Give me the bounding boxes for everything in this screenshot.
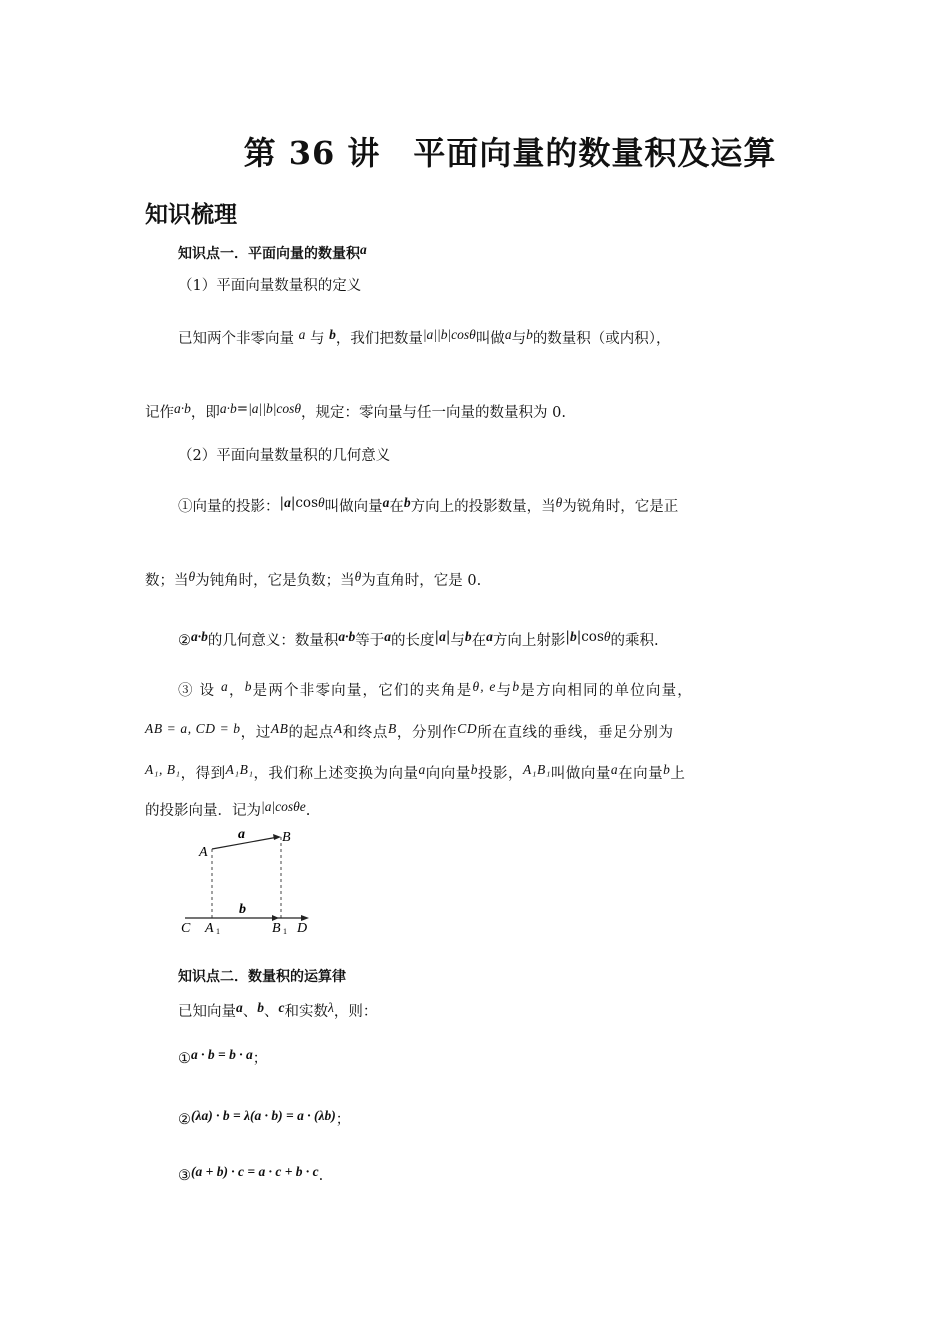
kp1-sub1: （1）平面向量数量积的定义: [178, 278, 362, 294]
label-b: b: [239, 902, 246, 917]
label-A1: A: [205, 921, 214, 936]
label-a: a: [238, 827, 245, 842]
label-B: B: [282, 830, 291, 845]
vector-a-line: [212, 837, 278, 849]
label-C: C: [181, 921, 191, 936]
label-D: D: [297, 921, 308, 936]
kp2-heading: 知识点二．数量积的运算律: [178, 969, 346, 985]
geo-meaning-2: ②a·b的几何意义：数量积a·b等于a的长度|a|与b在a方向上射影|b|cosθ的乘积.: [178, 629, 659, 649]
section-heading: 知识梳理: [145, 201, 237, 228]
projection-figure: [175, 822, 325, 938]
definition-line-1: 已知两个非零向量 a 与 b，我们把数量|a||b|cosθ叫做a与b的数量积（或内积），: [178, 327, 671, 347]
kp1-sub2: （2）平面向量数量积的几何意义: [178, 448, 391, 464]
law-scalar: ②(λa) · b = λ(a · b) = a · (λb)；: [178, 1108, 351, 1128]
definition-line-2: 记作a·b，即a·b=|a||b|cosθ，规定：零向量与任一向量的数量积为 0.: [145, 401, 566, 421]
kp2-intro: 已知向量a、b、c和实数λ，则：: [178, 1000, 378, 1020]
law-distributive: ③(a + b) · c = a · c + b · c.: [178, 1164, 324, 1184]
geo-meaning-3-line-3: A₁, B₁，得到A₁B₁，我们称上述变换为向量a向向量b投影，A₁B₁叫做向量a在向量b上: [145, 762, 686, 782]
page-title: 第 36 讲 平面向量的数量积及运算: [243, 134, 777, 172]
kp1-heading: 知识点一．平面向量的数量积a: [178, 242, 367, 262]
label-B1-subscript: 1: [283, 927, 287, 936]
geo-meaning-3-line-1: ③ 设 a，b是两个非零向量，它们的夹角是θ, e与b是方向相同的单位向量，: [178, 679, 693, 699]
label-A1-subscript: 1: [216, 927, 220, 936]
label-A: A: [199, 845, 208, 860]
label-B1: B: [272, 921, 281, 936]
geo-meaning-3-line-4: 的投影向量．记为|a|cosθe.: [145, 799, 311, 819]
vector-a-arrowhead: [273, 834, 281, 840]
geo-meaning-1-line-1: ①向量的投影：|a|cosθ叫做向量a在b方向上的投影数量，当θ为锐角时，它是正: [178, 495, 679, 515]
geo-meaning-3-line-2: AB = a, CD = b，过AB的起点A和终点B，分别作CD所在直线的垂线，垂足分别为: [145, 721, 674, 741]
law-commutative: ①a · b = b · a；: [178, 1047, 268, 1067]
geo-meaning-1-line-2: 数；当θ为钝角时，它是负数；当θ为直角时，它是 0.: [145, 569, 482, 589]
